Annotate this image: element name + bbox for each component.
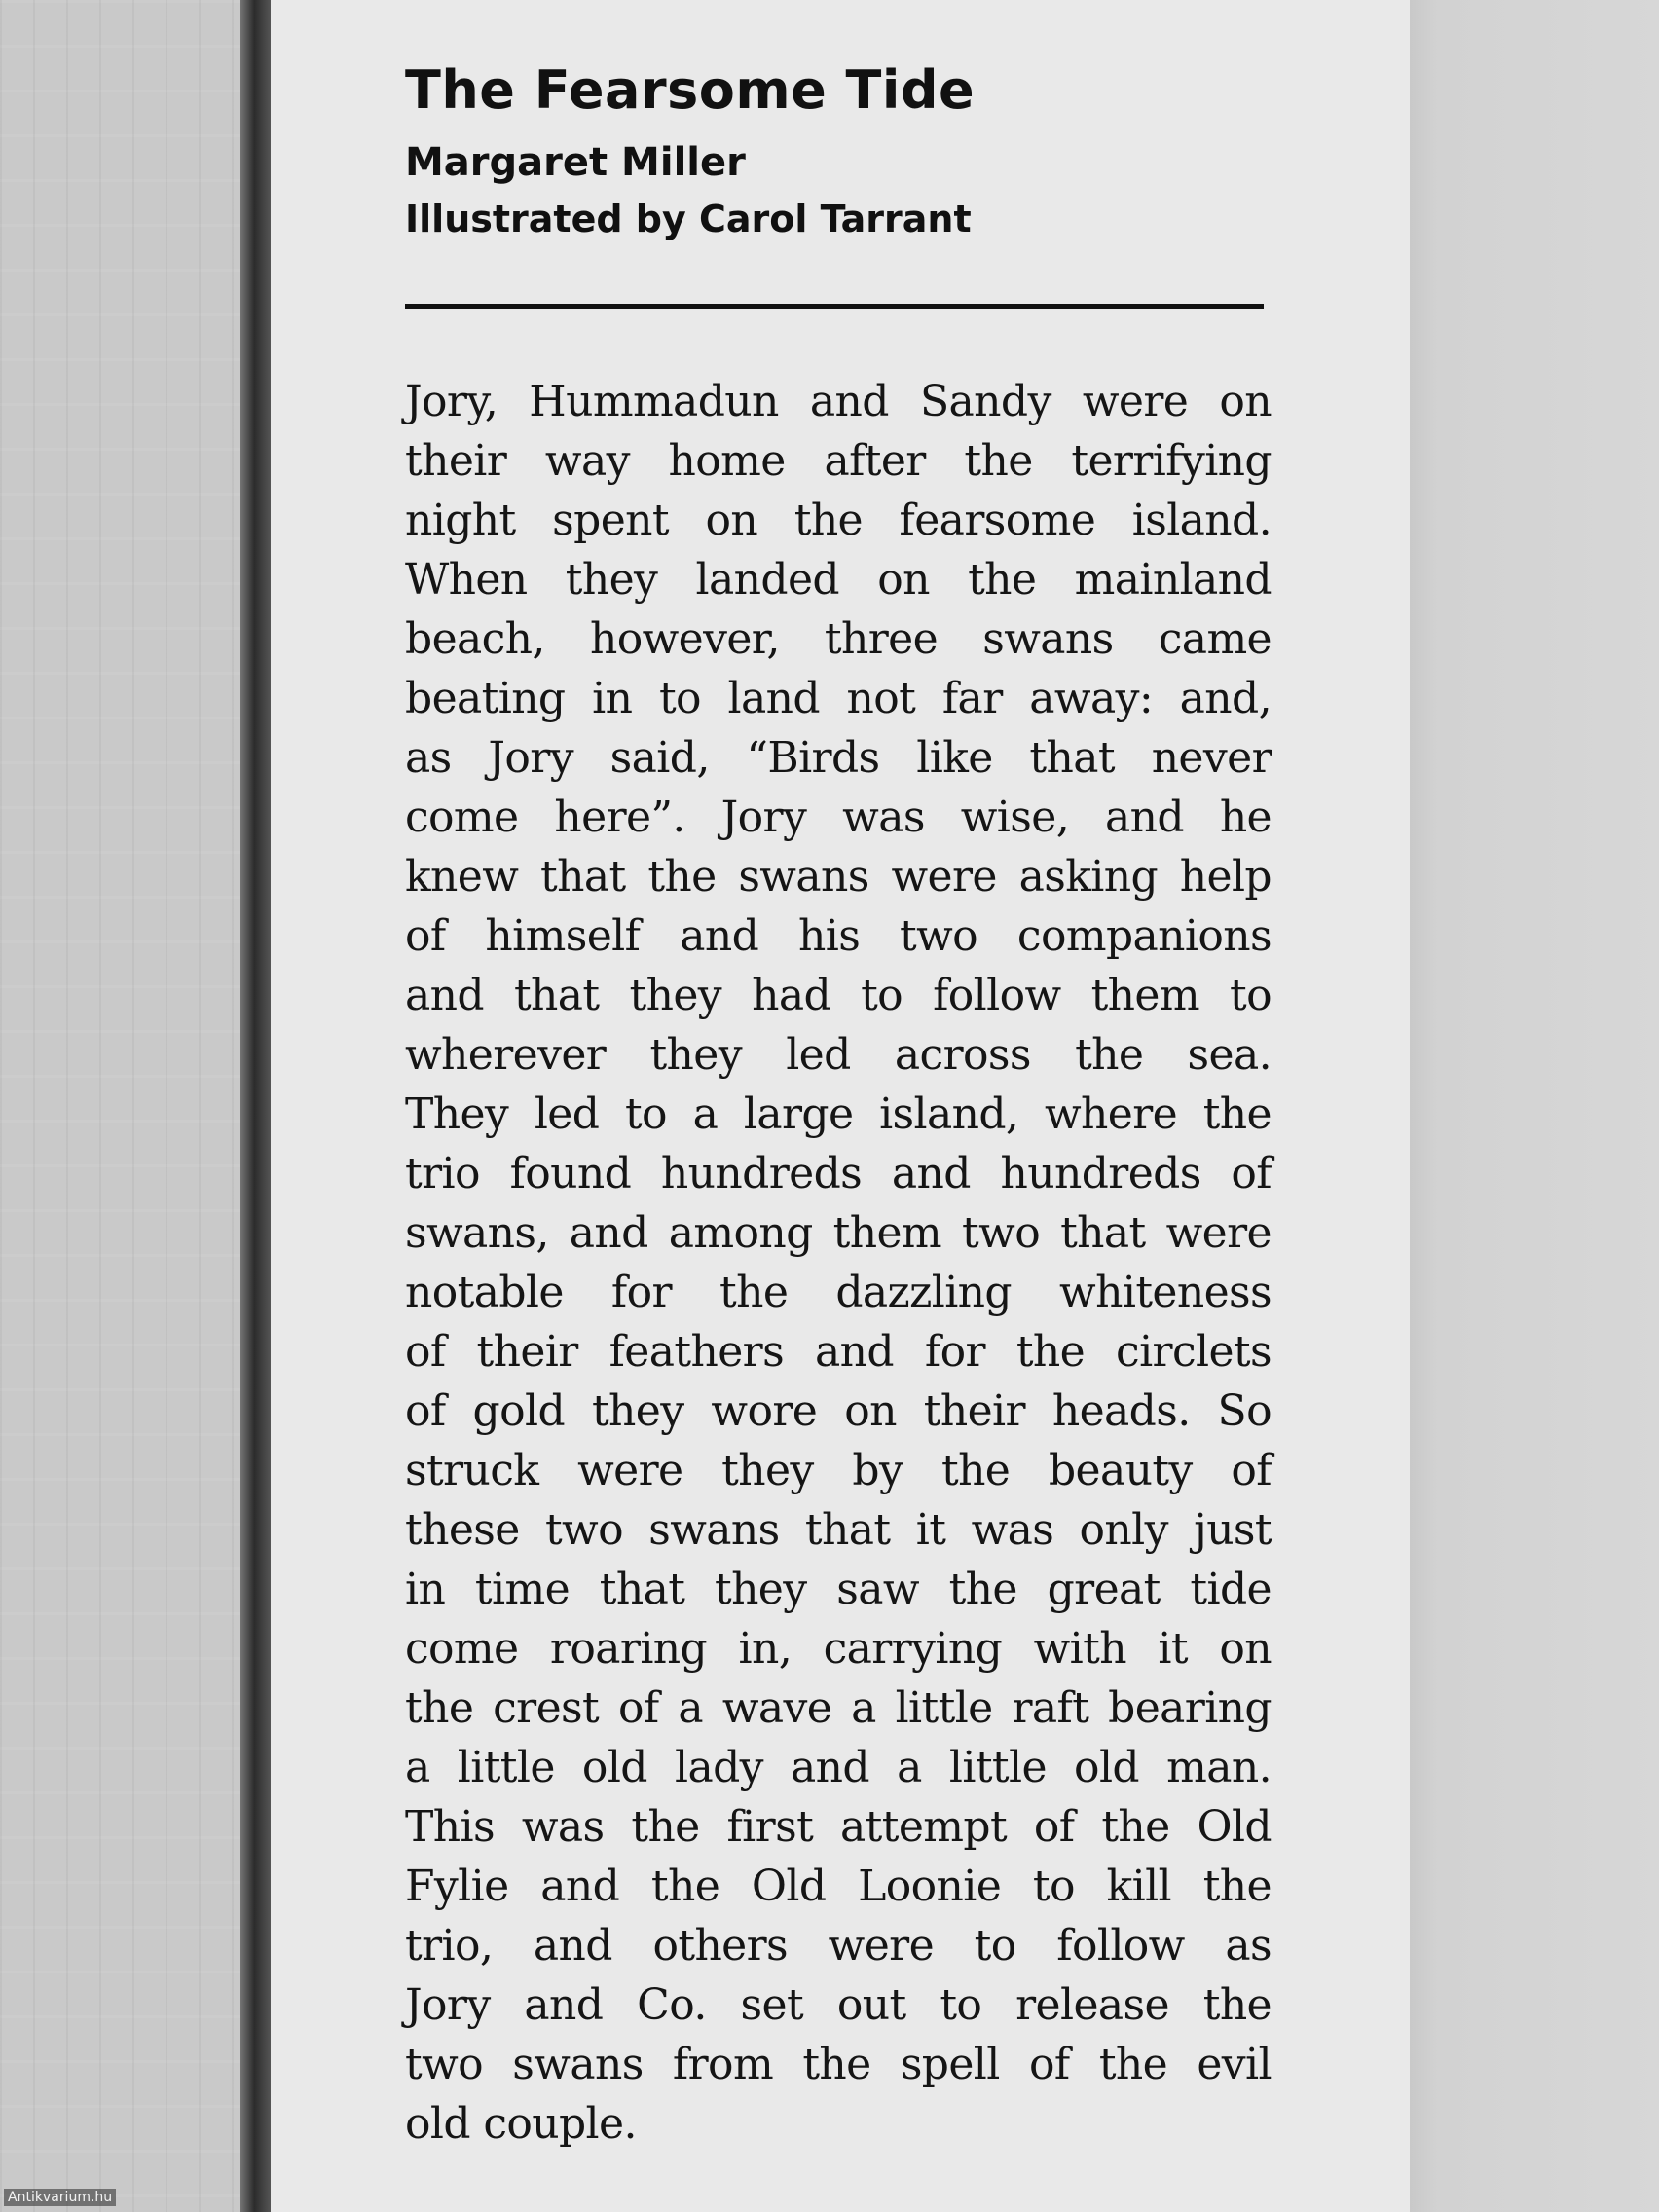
blurb-line: old couple. [405, 2099, 637, 2149]
background-fabric-strip [0, 0, 255, 2212]
blurb-line: of their feathers and for the circlets [405, 1327, 1272, 1377]
blurb-line: beach, however, three swans came [405, 614, 1272, 664]
blurb-line: come roaring in, carrying with it on [405, 1624, 1272, 1674]
blurb-line: of himself and his two companions [405, 911, 1272, 961]
watermark: Antikvarium.hu [4, 2189, 116, 2206]
blurb-line: as Jory said, “Birds like that never [405, 733, 1272, 783]
blurb-line: knew that the swans were asking help [405, 852, 1272, 902]
blurb-line: Jory, Hummadun and Sandy were on [405, 377, 1272, 426]
blurb-line: in time that they saw the great tide [405, 1565, 1272, 1614]
blurb-line: the crest of a wave a little raft bearing [405, 1683, 1272, 1733]
blurb-line: two swans from the spell of the evil [405, 2040, 1272, 2089]
blurb-line: notable for the dazzling whiteness [405, 1268, 1272, 1317]
blurb-line: trio found hundreds and hundreds of [405, 1149, 1272, 1198]
book-author: Margaret Miller [405, 140, 746, 185]
blurb-line: these two swans that it was only just [405, 1505, 1272, 1555]
blurb-line: beating in to land not far away: and, [405, 674, 1272, 723]
blurb-line: a little old lady and a little old man. [405, 1743, 1272, 1792]
blurb-line: of gold they wore on their heads. So [405, 1386, 1272, 1436]
book-header [405, 56, 1281, 247]
blurb-line: swans, and among them two that were [405, 1208, 1272, 1258]
blurb-line: When they landed on the mainland [405, 555, 1272, 605]
blurb-line: their way home after the terrifying [405, 436, 1272, 486]
book-title: The Fearsome Tide [405, 59, 976, 121]
header-divider [405, 304, 1264, 309]
blurb-line: come here”. Jory was wise, and he [405, 793, 1272, 842]
book-flap-page [271, 0, 1410, 2212]
blurb-line: wherever they led across the sea. [405, 1030, 1272, 1080]
blurb-line: Fylie and the Old Loonie to kill the [405, 1862, 1272, 1911]
blurb-line: night spent on the fearsome island. [405, 496, 1272, 545]
blurb-line: This was the first attempt of the Old [405, 1802, 1272, 1852]
blurb-line: They led to a large island, where the [405, 1089, 1272, 1139]
blurb-line: struck were they by the beauty of [405, 1446, 1272, 1495]
blurb-line: and that they had to follow them to [405, 971, 1272, 1020]
background-right-margin [1408, 0, 1659, 2212]
blurb-text [405, 372, 1272, 2154]
blurb-line: trio, and others were to follow as [405, 1921, 1272, 1971]
blurb-line: Jory and Co. set out to release the [405, 1980, 1272, 2030]
page-edge-shadow [240, 0, 273, 2212]
book-illustrator: Illustrated by Carol Tarrant [405, 198, 972, 240]
